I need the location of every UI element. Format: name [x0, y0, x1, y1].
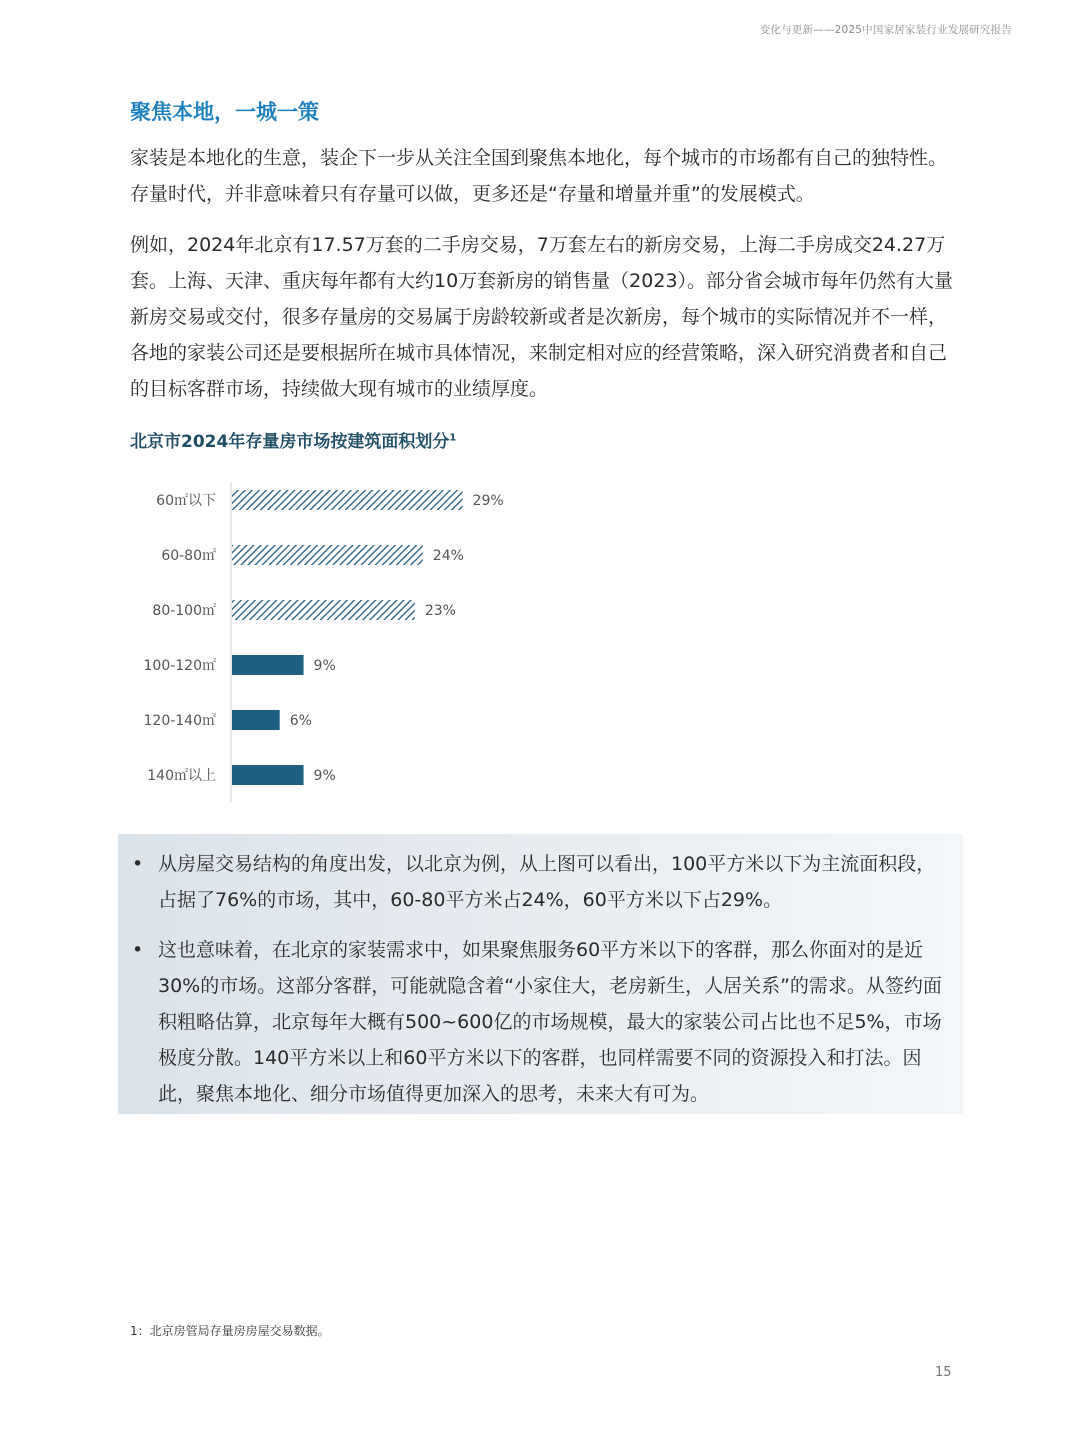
chart-value-label: 9% [313, 658, 336, 674]
area-bar-chart [130, 470, 550, 810]
chart-value-label: 6% [289, 713, 312, 729]
chart-bar [232, 545, 423, 565]
bullet-dot: • [132, 939, 144, 961]
chart-value-label: 23% [424, 603, 456, 619]
chart-bar [232, 490, 463, 510]
paragraph-intro: 家装是本地化的生意，装企下一步从关注全国到聚焦本地化，每个城市的市场都有自己的独特性。存量时代，并非意味着只有存量可以做，更多还是“存量和增量并重”的发展模式。 [130, 147, 948, 205]
chart-category-label: 120-140㎡ [143, 713, 216, 729]
chart-bar [232, 655, 304, 675]
chart-bar [232, 600, 415, 620]
paragraph-example: 例如，2024年北京有17.57万套的二手房交易，7万套左右的新房交易，上海二手房成交24.27万套。上海、天津、重庆每年都有大约10万套新房的销售量（2023）。部分省会城市每年仍然有大量新房交易或交付，很多存量房的交易属于房龄较新或者是次新房，每个城市的实际情况并不一样，各地的家装公司还是要根据所在城市具体情况，来制定相对应的经营策略，深入研究消费者和自己的目标客群市场，持续做大现有城市的业绩厚度。 [130, 234, 954, 400]
chart-footnote-mark: 1 [449, 432, 457, 444]
page-number: 15 [935, 1365, 952, 1380]
chart-value-label: 29% [472, 493, 504, 509]
chart-value-label: 9% [313, 768, 336, 784]
bullet-dot: • [132, 853, 144, 875]
footnote: 1：北京房管局存量房房屋交易数据。 [130, 1324, 330, 1338]
section-title: 聚焦本地，一城一策 [130, 100, 319, 124]
bullet-item [132, 846, 953, 918]
bullet-text: 从房屋交易结构的角度出发，以北京为例，从上图可以看出，100平方米以下为主流面积段，占据了76%的市场，其中，60-80平方米占24%，60平方米以下占29%。 [158, 853, 936, 911]
chart-category-label: 60-80㎡ [161, 548, 216, 564]
chart-category-label: 100-120㎡ [143, 658, 216, 674]
chart-title [130, 427, 456, 452]
chart-category-label: 140㎡以上 [147, 768, 216, 784]
chart-value-label: 24% [432, 548, 464, 564]
chart-title-text: 北京市2024年存量房市场按建筑面积划分 [130, 432, 450, 452]
chart-bar [232, 765, 304, 785]
bullet-text: 这也意味着，在北京的家装需求中，如果聚焦服务60平方米以下的客群，那么你面对的是近30%的市场。这部分客群，可能就隐含着“小家住大，老房新生，人居关系”的需求。从签约面积粗略估算，北京每年大概有500~600亿的市场规模，最大的家装公司占比也不足5%，市场极度分散。140平方米以上和60平方米以下的客群，也同样需要不同的资源投入和打法。因此，聚焦本地化、细分市场值得更加深入的思考，未来大有可为。 [158, 939, 942, 1105]
insight-box [118, 834, 963, 1114]
chart-bar [232, 710, 280, 730]
report-header: 变化与更新——2025中国家居家装行业发展研究报告 [759, 24, 1012, 36]
chart-category-label: 60㎡以下 [156, 493, 216, 509]
bullet-item [132, 932, 953, 1112]
chart-category-label: 80-100㎡ [152, 603, 216, 619]
